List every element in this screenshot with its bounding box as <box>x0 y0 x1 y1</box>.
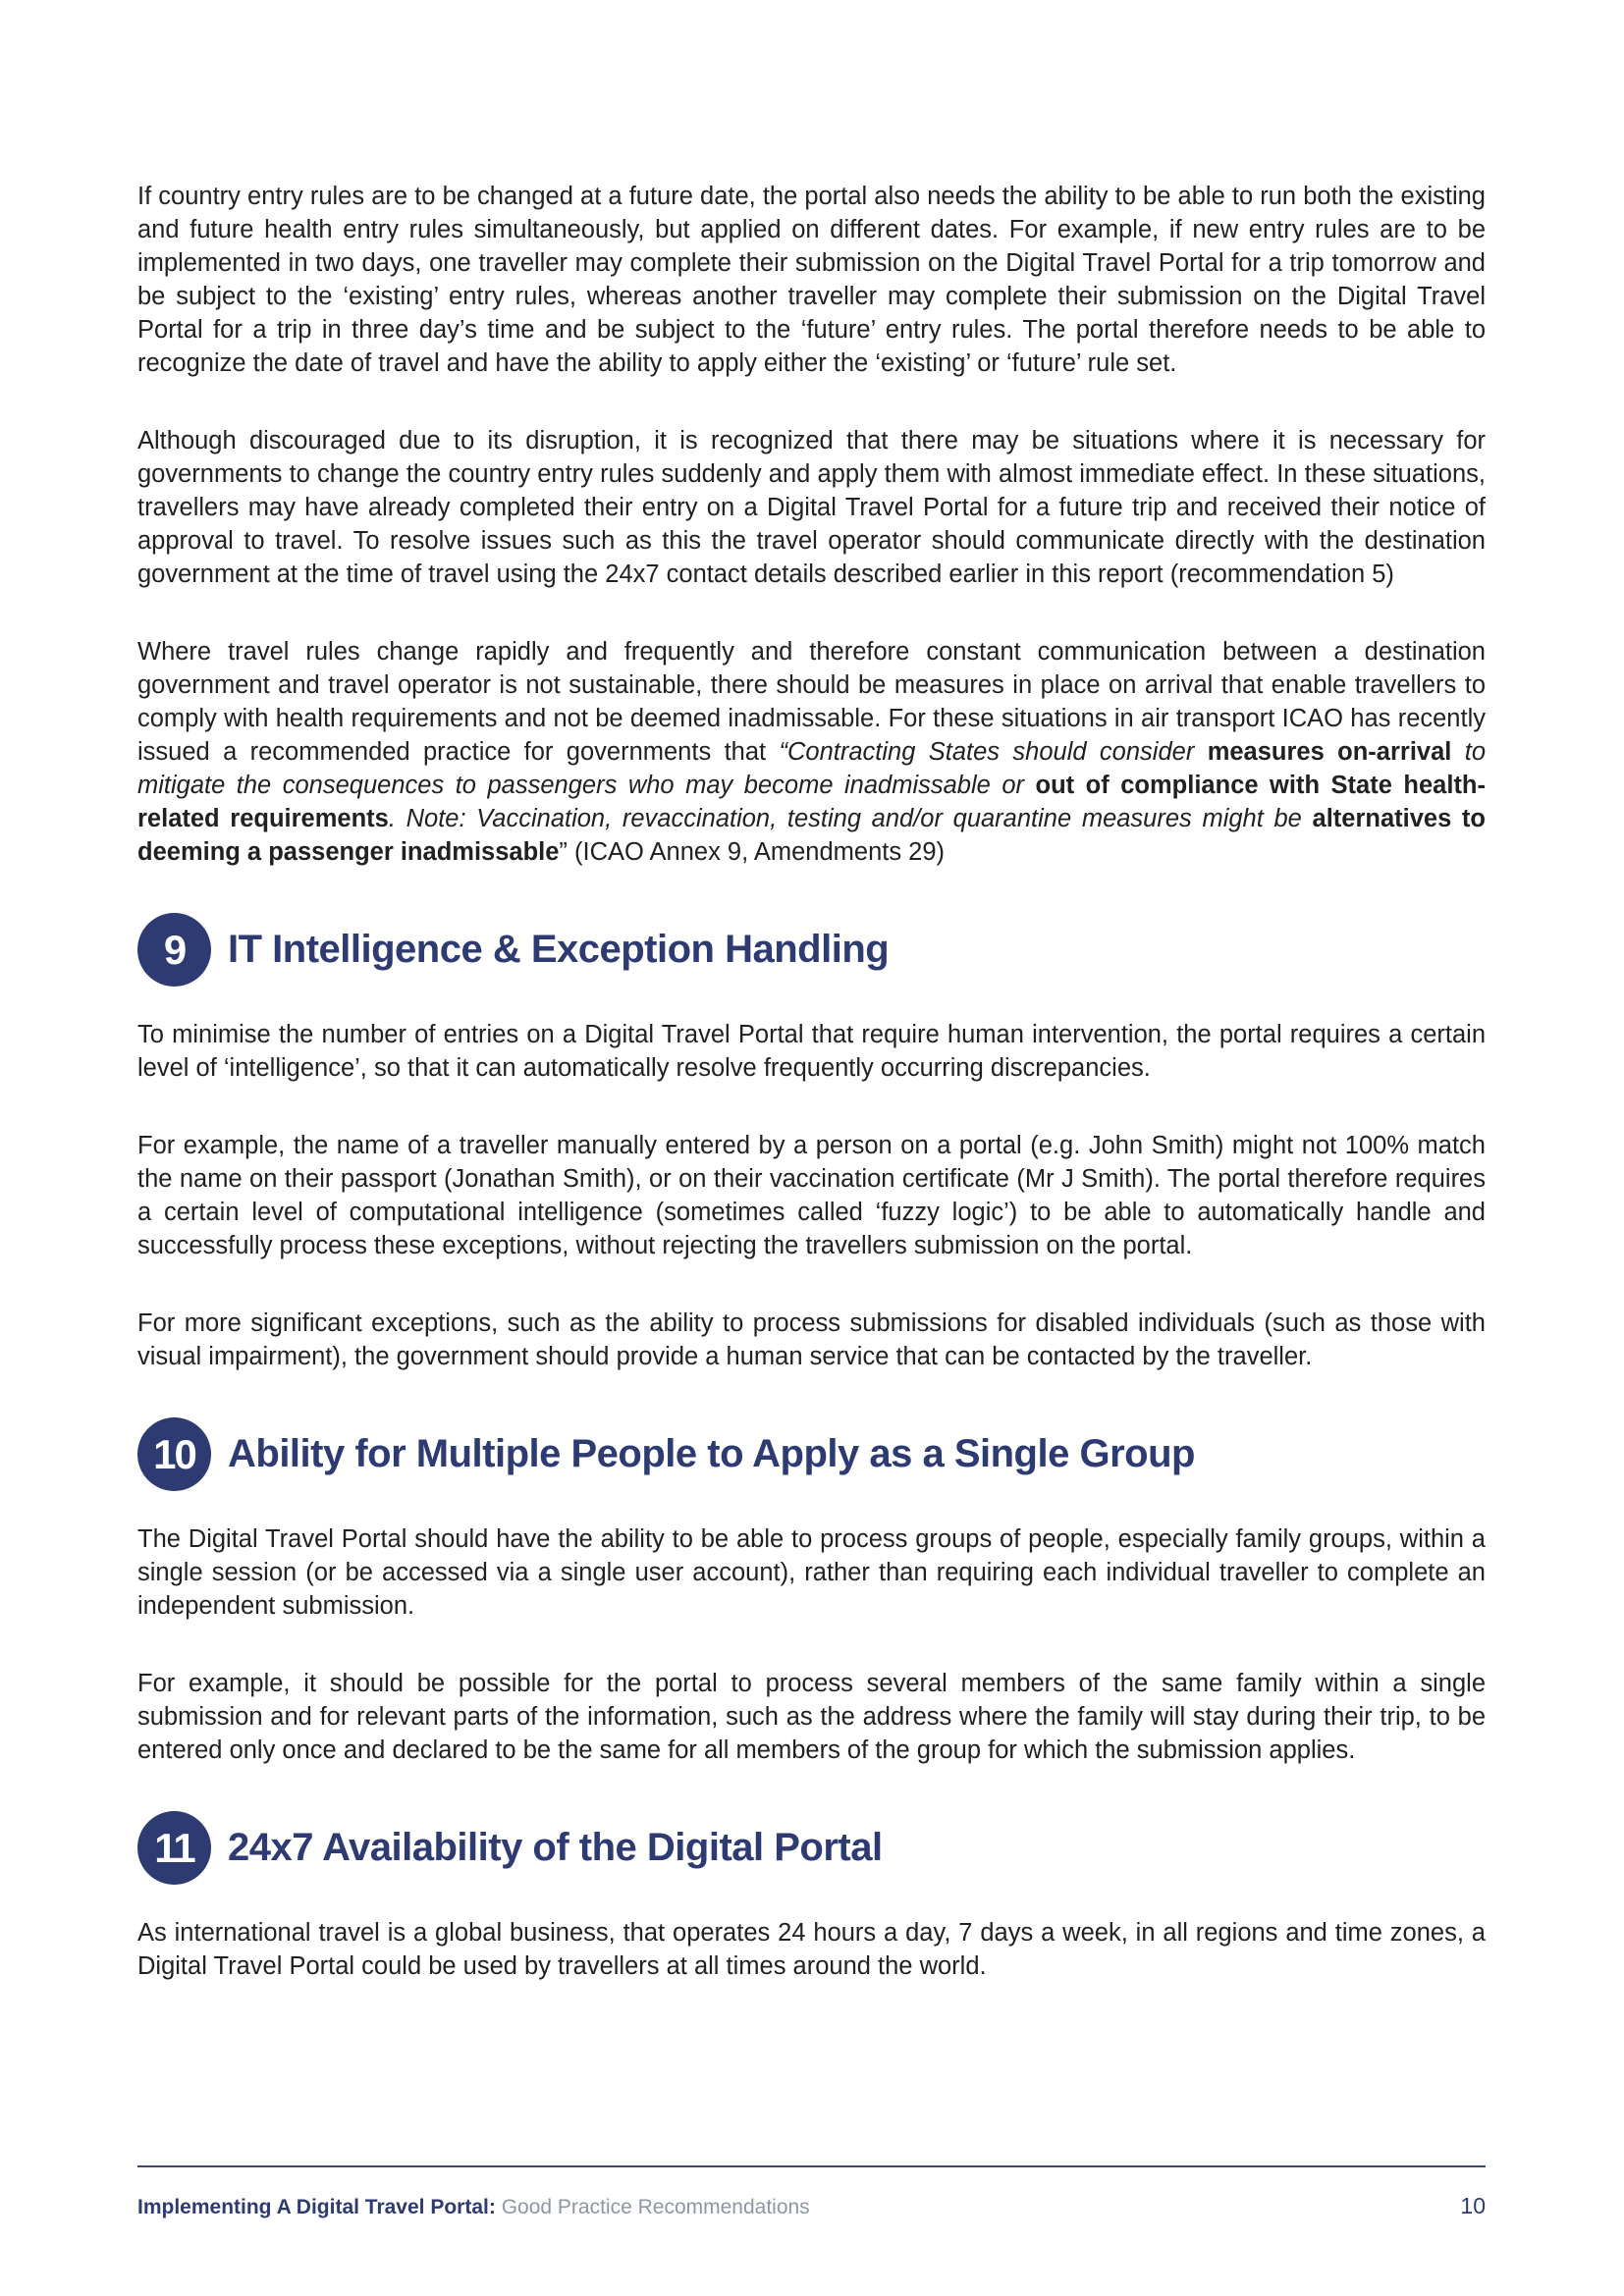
text-segment: “Contracting States should consider <box>779 738 1208 766</box>
paragraph: For example, it should be possible for the portal to process several members of the same family within a single submission and for relevant parts of the information, such as the address where the family will stay during their trip, to be entered only once and declared to be the same for all members of the group for which the submission applies. <box>137 1670 1486 1764</box>
paragraph: For example, the name of a traveller manually entered by a person on a portal (e.g. John Smith) might not 100% match the name on their passport (Jonathan Smith), or on their vaccination certificate (Mr J Smith). The portal therefore requires a certain level of computational intelligence (sometimes called ‘fuzzy logic’) to be able to automatically handle and successfully process these exceptions, without rejecting the travellers submission on the portal. <box>137 1132 1486 1259</box>
section-title: Ability for Multiple People to Apply as a Single Group <box>228 1432 1195 1475</box>
text-segment: ” (ICAO Annex 9, Amendments 29) <box>559 838 946 866</box>
paragraph: For more significant exceptions, such as the ability to process submissions for disabled individuals (such as those with visual impairment), the government should provide a human service that can be contacted by the traveller. <box>137 1309 1486 1370</box>
section-number: 9 <box>163 926 186 973</box>
section-number: 11 <box>154 1824 194 1871</box>
paragraph: As international travel is a global business, that operates 24 hours a day, 7 days a week, in all regions and time zones, a Digital Travel Portal could be used by travellers at all times around the world. <box>137 1919 1486 1980</box>
section-heading-10 <box>137 1417 1486 1491</box>
paragraph-icao-quote <box>137 635 1486 869</box>
footer-title-bold: Implementing A Digital Travel Portal: <box>137 2196 496 2218</box>
text-segment: alternatives to deeming a passenger inadmissable <box>137 805 1486 866</box>
section-heading-9 <box>137 913 1486 987</box>
paragraph: To minimise the number of entries on a Digital Travel Portal that require human intervention, the portal requires a certain level of ‘intelligence’, so that it can automatically resolve frequently occurring discrepancies. <box>137 1021 1486 1082</box>
section-number-badge <box>137 913 211 987</box>
text-segment: out of compliance with State health-related requirements <box>137 772 1486 832</box>
text-segment: . Note: Vaccination, revaccination, testing and/or quarantine measures might be <box>388 805 1313 832</box>
page-footer <box>137 2165 1486 2219</box>
text-segment: Where travel rules change rapidly and frequently and therefore constant communication between a destination government and travel operator is not sustainable, there should be measures in place on arrival that enable travellers to comply with health requirements and not be deemed inadmissable. For these situations in air transport ICAO has recently issued a recommended practice for governments that <box>137 638 1486 766</box>
section-number: 10 <box>153 1430 195 1477</box>
paragraph: If country entry rules are to be changed at a future date, the portal also needs the ability to be able to run both the existing and future health entry rules simultaneously, but applied on different dates. For example, if new entry rules are to be implemented in two days, one traveller may complete their submission on the Digital Travel Portal for a trip tomorrow and be subject to the ‘existing’ entry rules, whereas another traveller may complete their submission on the Digital Travel Portal for a trip in three day’s time and be subject to the ‘future’ entry rules. The portal therefore needs to be able to recognize the date of travel and have the ability to apply either the ‘existing’ or ‘future’ rule set. <box>137 183 1486 377</box>
text-segment: to mitigate the consequences to passengers who may become inadmissable or <box>137 738 1486 799</box>
section-title: IT Intelligence & Exception Handling <box>228 928 890 971</box>
section-number-badge <box>137 1417 211 1491</box>
footer-title-rest: Good Practice Recommendations <box>495 2196 810 2218</box>
paragraph: The Digital Travel Portal should have the ability to be able to process groups of people, especially family groups, within a single session (or be accessed via a single user account), rather than requiring each individual traveller to complete an independent submission. <box>137 1525 1486 1620</box>
section-number-badge <box>137 1811 211 1885</box>
paragraph: Although discouraged due to its disruption, it is recognized that there may be situations where it is necessary for governments to change the country entry rules suddenly and apply them with almost immediate effect. In these situations, travellers may have already completed their entry on a Digital Travel Portal for a future trip and received their notice of approval to travel. To resolve issues such as this the travel operator should communicate directly with the destination government at the time of travel using the 24x7 contact details described earlier in this report (recommendation 5) <box>137 427 1486 588</box>
section-title: 24x7 Availability of the Digital Portal <box>228 1826 883 1869</box>
page-content <box>137 180 1486 2027</box>
footer-row <box>137 2193 1486 2219</box>
section-heading-11 <box>137 1811 1486 1885</box>
footer-rule <box>137 2165 1486 2167</box>
text-segment: measures on-arrival <box>1207 738 1452 766</box>
page-number: 10 <box>1460 2193 1486 2218</box>
footer-document-title <box>137 2196 810 2219</box>
